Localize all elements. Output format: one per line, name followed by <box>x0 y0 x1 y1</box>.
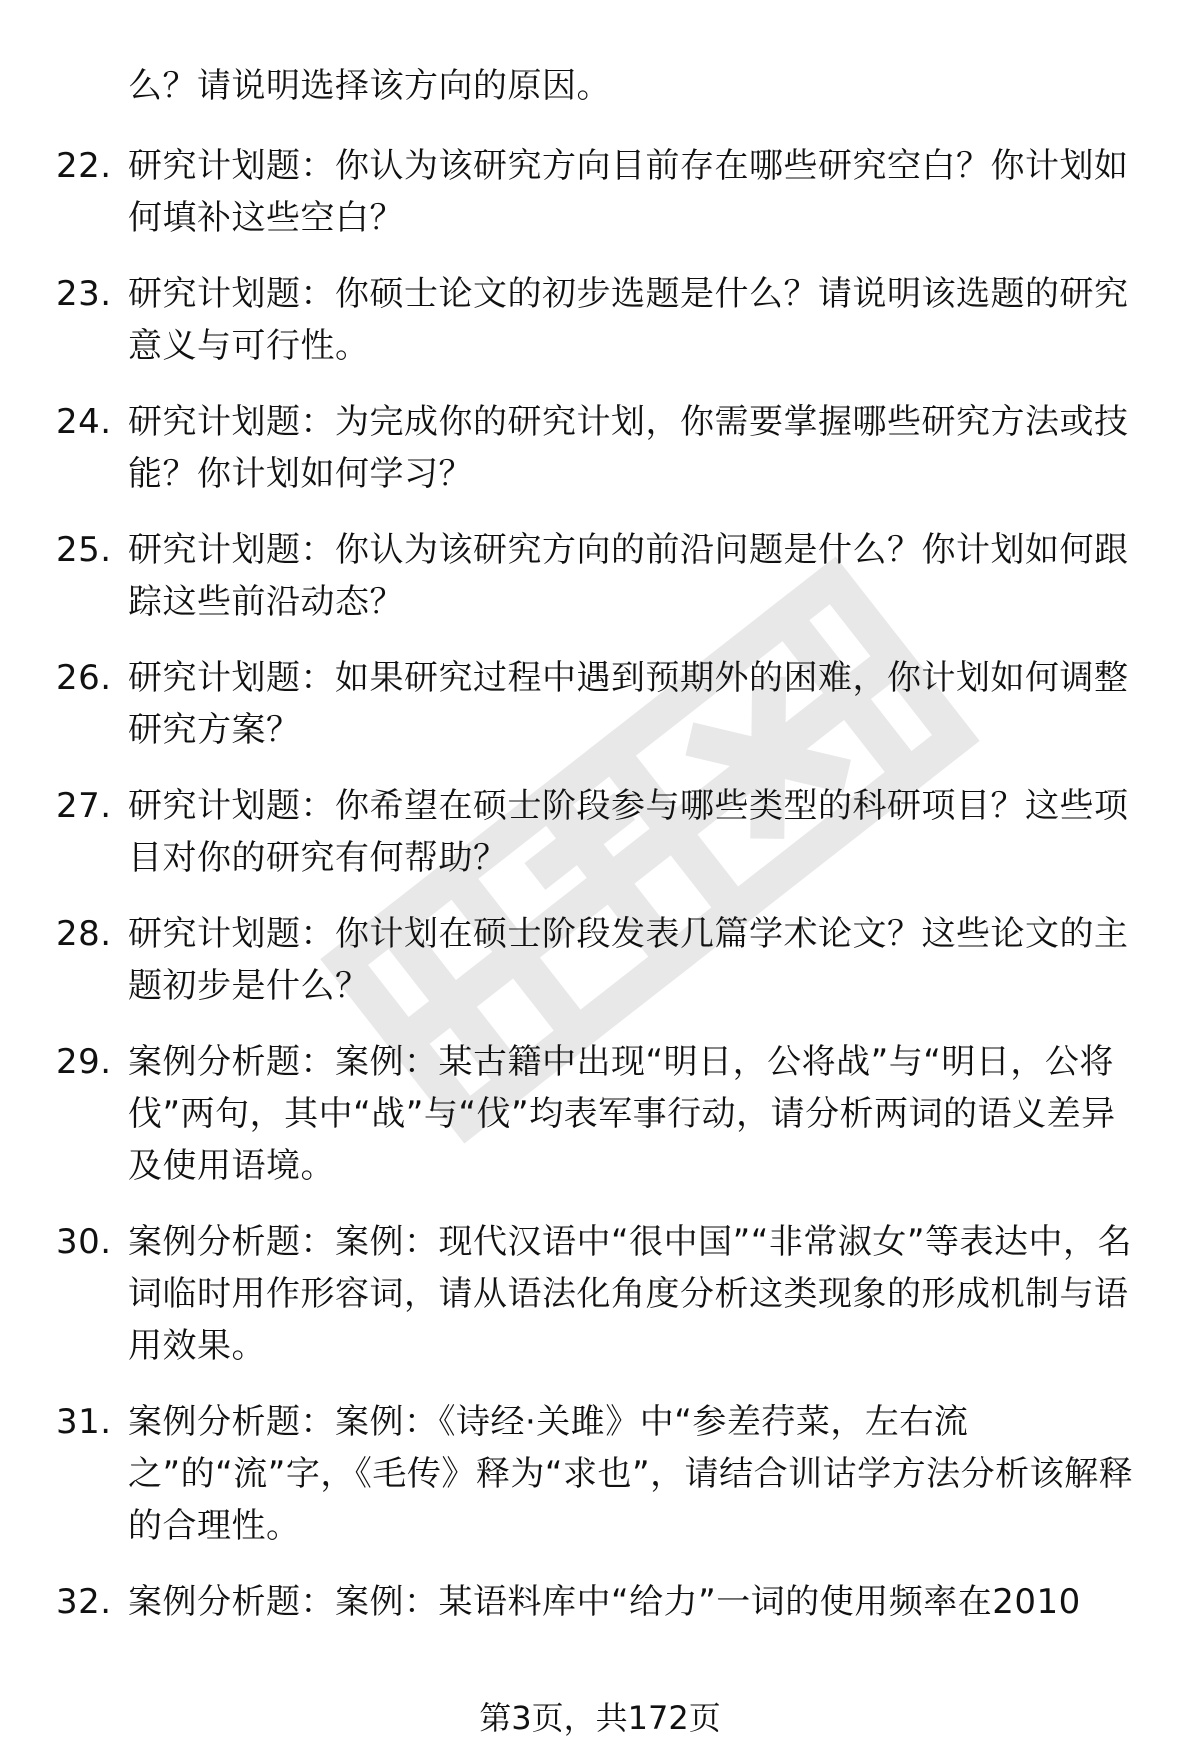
question-item <box>0 268 1200 372</box>
question-number: 27. <box>56 786 112 826</box>
question-list <box>0 140 1200 1652</box>
question-text: 研究计划题：为完成你的研究计划，你需要掌握哪些研究方法或技能？你计划如何学习？ <box>128 402 1129 494</box>
question-number: 30. <box>56 1222 112 1262</box>
question-number: 25. <box>56 530 112 570</box>
question-text: 研究计划题：你计划在硕士阶段发表几篇学术论文？这些论文的主题初步是什么？ <box>128 914 1129 1006</box>
question-item <box>0 1396 1200 1552</box>
question-text: 案例分析题：案例：现代汉语中“很中国”“非常淑女”等表达中，名词临时用作形容词，请从语法化角度分析这类现象的形成机制与语用效果。 <box>128 1222 1132 1366</box>
question-number: 24. <box>56 402 112 442</box>
question-text: 案例分析题：案例：某语料库中“给力”一词的使用频率在2010 <box>128 1582 1081 1622</box>
question-number: 28. <box>56 914 112 954</box>
question-item <box>0 1036 1200 1192</box>
question-number: 31. <box>56 1402 112 1442</box>
question-text: 案例分析题：案例：某古籍中出现“明日，公将战”与“明日，公将伐”两句，其中“战”与“伐”均表军事行动，请分析两词的语义差异及使用语境。 <box>128 1042 1116 1186</box>
question-text: 研究计划题：你认为该研究方向目前存在哪些研究空白？你计划如何填补这些空白？ <box>128 146 1129 238</box>
question-item <box>0 1576 1200 1628</box>
question-text: 研究计划题：你希望在硕士阶段参与哪些类型的科研项目？这些项目对你的研究有何帮助？ <box>128 786 1129 878</box>
question-item <box>0 1216 1200 1372</box>
question-number: 26. <box>56 658 112 698</box>
question-item <box>0 140 1200 244</box>
question-number: 22. <box>56 146 112 186</box>
question-number: 29. <box>56 1042 112 1082</box>
question-item <box>0 524 1200 628</box>
question-number: 32. <box>56 1582 112 1622</box>
question-text: 研究计划题：如果研究过程中遇到预期外的困难，你计划如何调整研究方案？ <box>128 658 1129 750</box>
question-text: 案例分析题：案例：《诗经·关雎》中“参差荇菜，左右流之”的“流”字，《毛传》释为“求也”，请结合训诂学方法分析该解释的合理性。 <box>128 1402 1134 1546</box>
question-item <box>0 780 1200 884</box>
question-item <box>0 652 1200 756</box>
question-text: 研究计划题：你认为该研究方向的前沿问题是什么？你计划如何跟踪这些前沿动态？ <box>128 530 1129 622</box>
question-number: 23. <box>56 274 112 314</box>
question-item <box>0 396 1200 500</box>
page-footer: 第3页，共172页 <box>479 1699 721 1737</box>
question-item <box>0 908 1200 1012</box>
question-text: 研究计划题：你硕士论文的初步选题是什么？请说明该选题的研究意义与可行性。 <box>128 274 1129 366</box>
previous-question-continuation: 么？请说明选择该方向的原因。 <box>128 66 611 106</box>
